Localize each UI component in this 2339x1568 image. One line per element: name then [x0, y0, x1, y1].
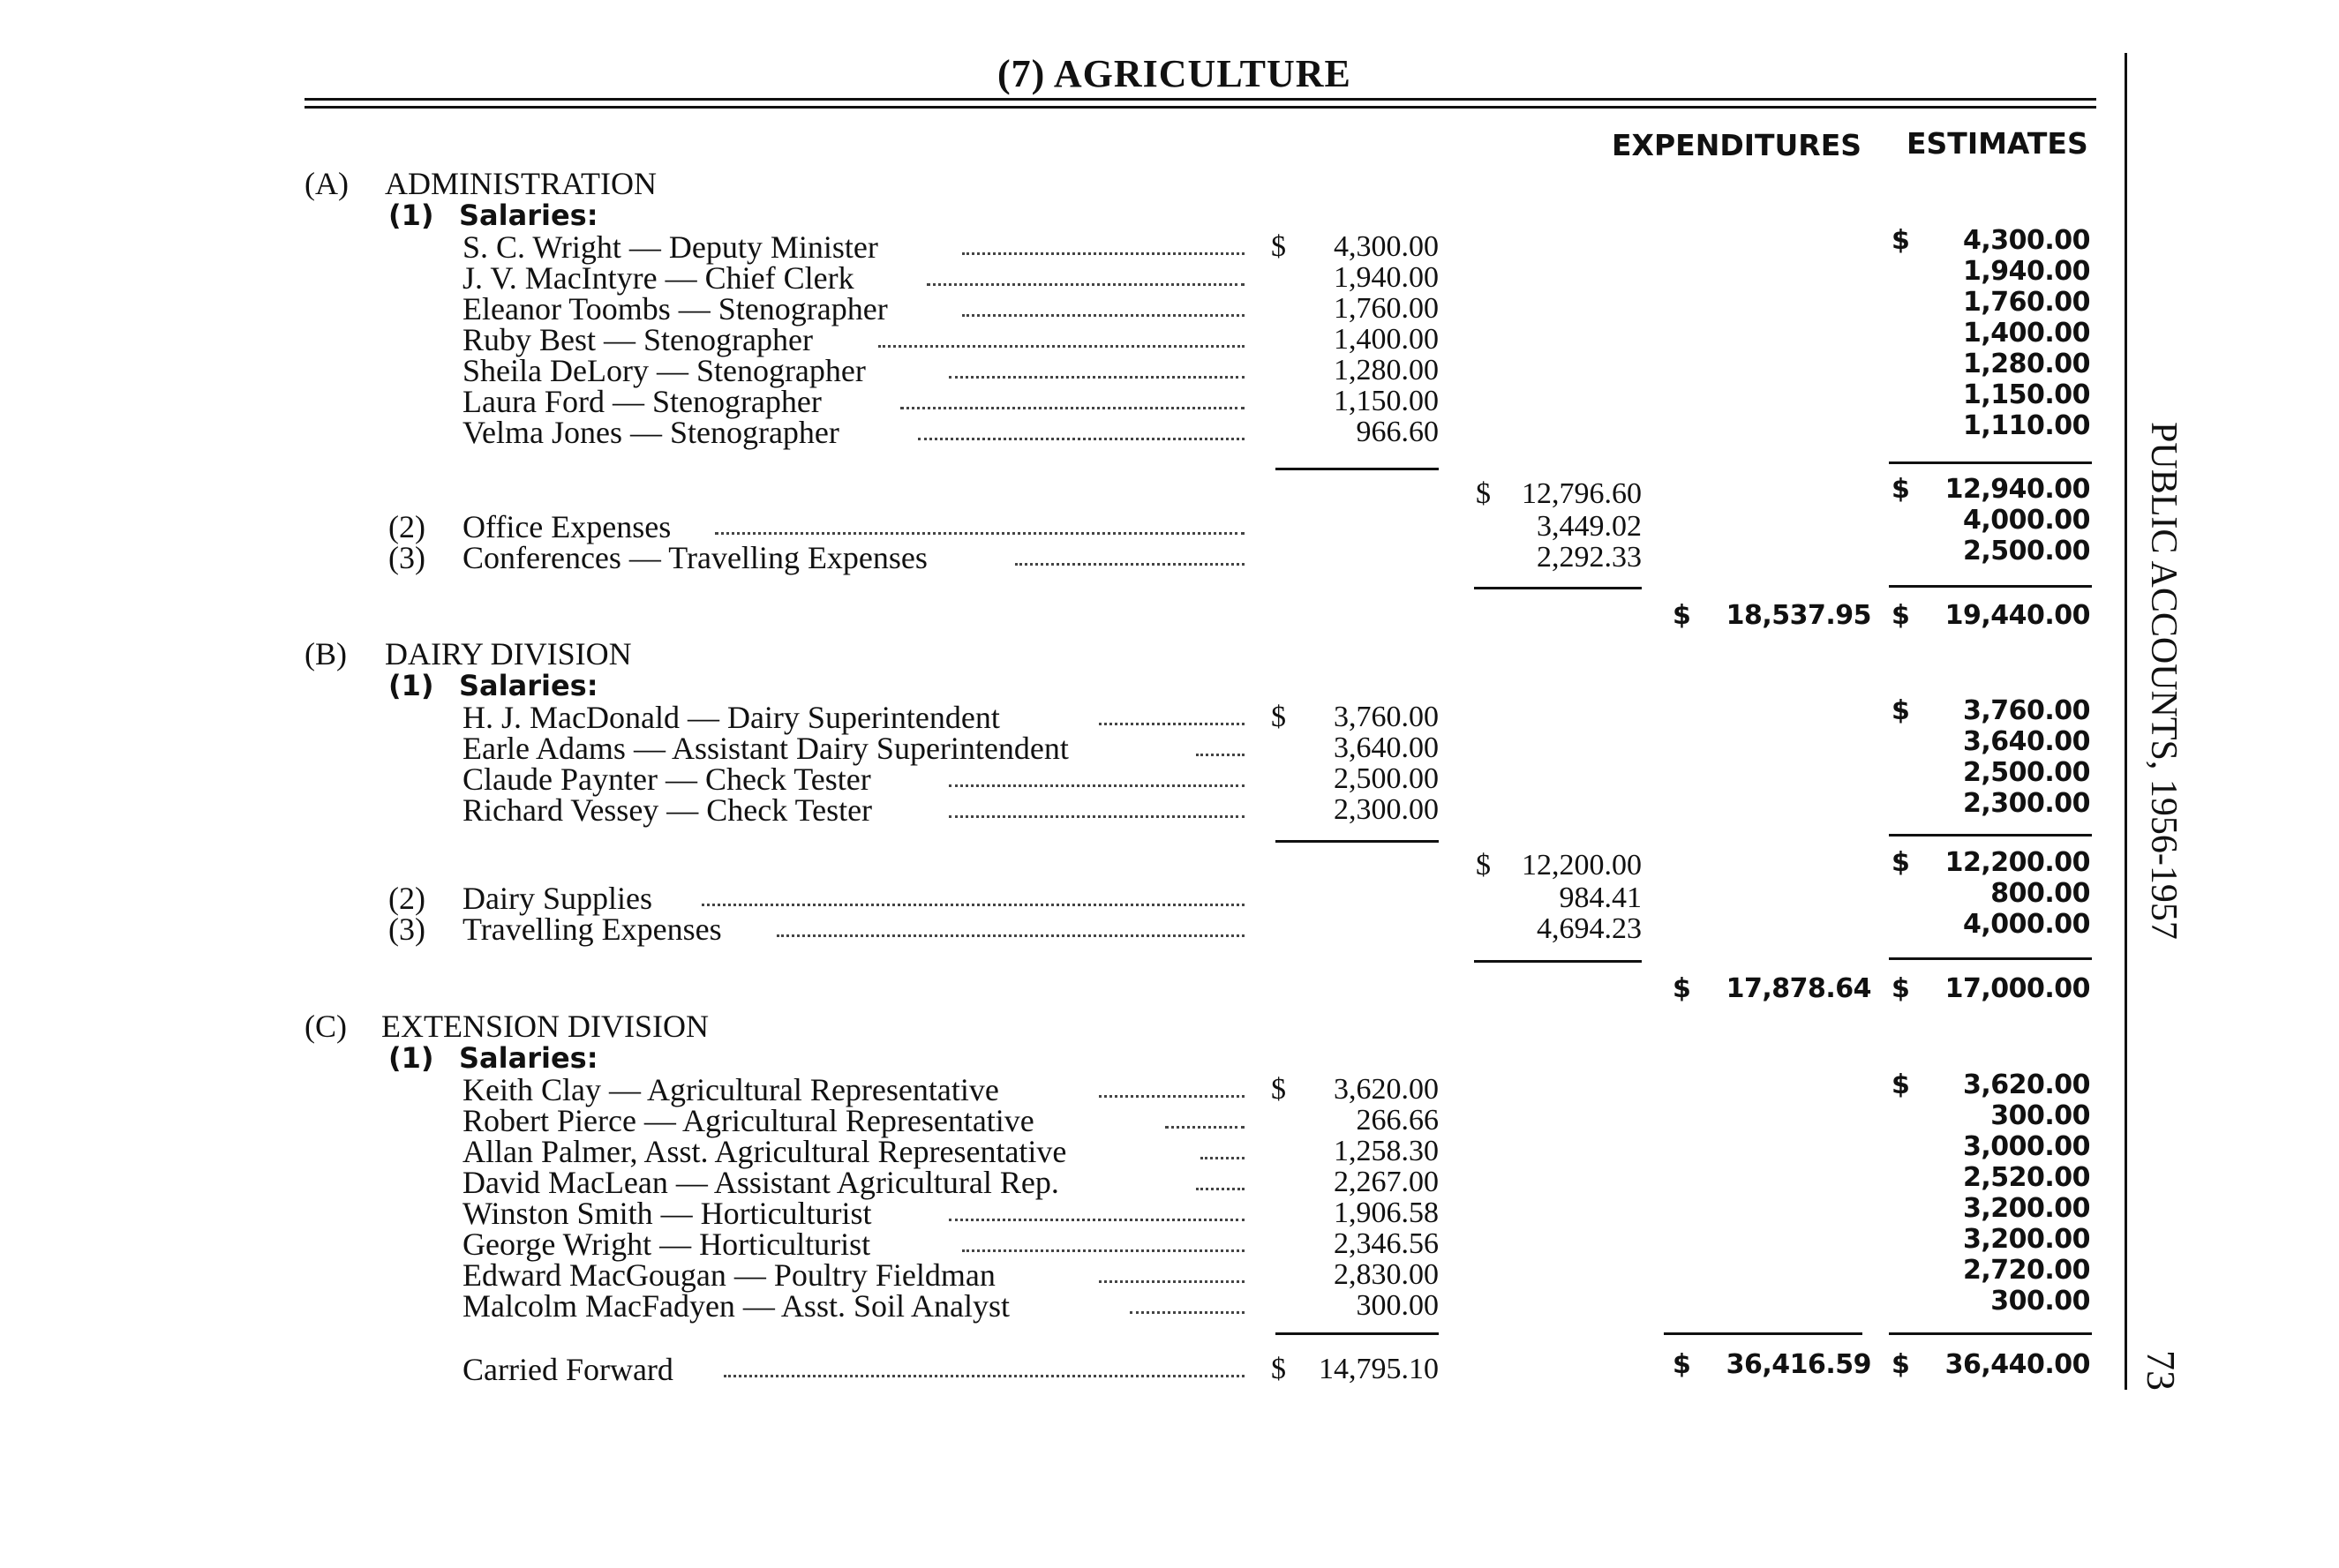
leader-dots — [949, 376, 1245, 379]
leader-dots — [949, 1219, 1245, 1221]
estimate-amount: 300.00 — [1990, 1286, 2090, 1317]
carried-forward-label: Carried Forward — [463, 1352, 673, 1387]
leader-dots — [962, 1249, 1245, 1252]
section-estimate-dollar: $ — [1892, 600, 1910, 631]
employee-name: S. C. Wright — Deputy Minister — [463, 229, 878, 265]
salary-amount: 2,346.56 — [1334, 1227, 1439, 1260]
estimate-amount: 3,640.00 — [1962, 726, 2090, 757]
section-total: 18,537.95 — [1726, 600, 1871, 631]
salaries-number: (1) — [388, 199, 434, 232]
estimate-subtotal-rule — [1889, 834, 2092, 837]
item-estimate: 2,500.00 — [1962, 536, 2090, 566]
leader-dots — [918, 438, 1245, 440]
item-name: Dairy Supplies — [463, 881, 652, 916]
salaries-estimate: 12,940.00 — [1944, 474, 2090, 505]
subtotal-rule — [1275, 468, 1439, 470]
estimate-total-rule — [1889, 585, 2092, 588]
estimate-amount: 1,400.00 — [1962, 318, 2090, 349]
estimate-amount: 1,280.00 — [1962, 349, 2090, 379]
carried-dollar-sign: $ — [1271, 1353, 1286, 1385]
item-amount: 4,694.23 — [1537, 912, 1642, 945]
item-number: (2) — [388, 509, 425, 544]
item-number: (3) — [388, 540, 425, 575]
estimate-amount: 3,000.00 — [1962, 1131, 2090, 1162]
estimate-amount: 3,200.00 — [1962, 1193, 2090, 1224]
employee-name: Malcolm MacFadyen — Asst. Soil Analyst — [463, 1288, 1010, 1324]
dollar-sign: $ — [1271, 1073, 1286, 1106]
section-total-rule — [1474, 587, 1642, 589]
employee-name: Richard Vessey — Check Tester — [463, 792, 873, 828]
employee-name: Edward MacGougan — Poultry Fieldman — [463, 1257, 996, 1293]
salaries-total-dollar: $ — [1476, 849, 1491, 882]
leader-dots — [1196, 754, 1245, 756]
carried-estimate-dollar: $ — [1892, 1349, 1910, 1380]
leader-dots — [962, 252, 1245, 255]
header-rule-top — [305, 98, 2096, 101]
employee-name: Laura Ford — Stenographer — [463, 384, 822, 419]
salary-amount: 266.66 — [1356, 1104, 1439, 1137]
employee-name: J. V. MacIntyre — Chief Clerk — [463, 260, 854, 296]
employee-name: Ruby Best — Stenographer — [463, 322, 813, 357]
section-estimate-dollar: $ — [1892, 973, 1910, 1004]
salaries-label: Salaries: — [459, 669, 598, 702]
item-estimate: 800.00 — [1990, 878, 2090, 909]
leader-dots — [1099, 723, 1245, 725]
leader-dots — [1015, 563, 1245, 566]
item-amount: 984.41 — [1559, 882, 1642, 914]
employee-name: Velma Jones — Stenographer — [463, 415, 839, 450]
estimate-total-rule — [1889, 1332, 2092, 1335]
col-header-expenditures: EXPENDITURES — [1612, 128, 1862, 162]
leader-dots — [724, 1375, 1245, 1377]
expenditure-total-rule — [1664, 1332, 1862, 1335]
salary-amount: 1,760.00 — [1334, 292, 1439, 325]
right-margin-rule — [2125, 53, 2127, 1390]
section-letter: (C) — [305, 1009, 347, 1044]
leader-dots — [878, 345, 1245, 348]
header-rule-bottom — [305, 106, 2096, 109]
leader-dots — [1165, 1126, 1245, 1129]
salary-amount: 966.60 — [1356, 416, 1439, 448]
leader-dots — [1099, 1095, 1245, 1098]
page-number: 73 — [2139, 1350, 2184, 1391]
section-heading: DAIRY DIVISION — [385, 636, 632, 671]
page-title: (7) AGRICULTURE — [997, 52, 1351, 95]
employee-name: Robert Pierce — Agricultural Representative — [463, 1103, 1034, 1138]
section-letter: (B) — [305, 636, 347, 671]
salary-amount: 1,150.00 — [1334, 385, 1439, 417]
salary-amount: 1,940.00 — [1334, 261, 1439, 294]
salary-amount: 3,760.00 — [1334, 701, 1439, 733]
item-estimate: 4,000.00 — [1962, 505, 2090, 536]
leader-dots — [715, 532, 1245, 535]
employee-name: Earle Adams — Assistant Dairy Superintendent — [463, 731, 1069, 766]
salary-amount: 1,400.00 — [1334, 323, 1439, 356]
estimate-amount: 1,940.00 — [1962, 256, 2090, 287]
salary-amount: 1,258.30 — [1334, 1135, 1439, 1167]
section-total-dollar: $ — [1673, 600, 1691, 631]
estimate-amount: 1,150.00 — [1962, 379, 2090, 410]
salaries-estimate-dollar: $ — [1892, 474, 1910, 505]
section-total-rule — [1474, 960, 1642, 963]
leader-dots — [927, 283, 1245, 286]
dollar-sign: $ — [1271, 230, 1286, 263]
leader-dots — [702, 904, 1245, 906]
employee-name: Winston Smith — Horticulturist — [463, 1196, 872, 1231]
carried-estimate: 36,440.00 — [1944, 1349, 2090, 1380]
subtotal-rule — [1275, 1332, 1439, 1335]
estimate-amount: 3,200.00 — [1962, 1224, 2090, 1255]
salary-amount: 3,640.00 — [1334, 731, 1439, 764]
col-header-estimates: ESTIMATES — [1907, 126, 2088, 161]
salaries-estimate-dollar: $ — [1892, 847, 1910, 878]
salaries-total-dollar: $ — [1476, 477, 1491, 510]
leader-dots — [1196, 1188, 1245, 1190]
section-total: 17,878.64 — [1726, 973, 1871, 1004]
side-running-title: PUBLIC ACCOUNTS, 1956-1957 — [2143, 422, 2184, 940]
estimate-amount: 4,300.00 — [1962, 225, 2090, 256]
estimate-dollar-sign: $ — [1892, 695, 1910, 726]
carried-expenditure: 36,416.59 — [1726, 1349, 1871, 1380]
carried-salaries: 14,795.10 — [1319, 1353, 1439, 1385]
employee-name: Eleanor Toombs — Stenographer — [463, 291, 888, 326]
salaries-number: (1) — [388, 1041, 434, 1075]
item-amount: 3,449.02 — [1537, 510, 1642, 543]
leader-dots — [1200, 1157, 1245, 1159]
employee-name: Keith Clay — Agricultural Representative — [463, 1072, 999, 1107]
salaries-estimate: 12,200.00 — [1944, 847, 2090, 878]
leader-dots — [900, 407, 1245, 409]
employee-name: David MacLean — Assistant Agricultural Rep. — [463, 1165, 1059, 1200]
salary-amount: 1,280.00 — [1334, 354, 1439, 386]
section-estimate: 19,440.00 — [1944, 600, 2090, 631]
employee-name: H. J. MacDonald — Dairy Superintendent — [463, 700, 1000, 735]
salary-amount: 2,500.00 — [1334, 762, 1439, 795]
dollar-sign: $ — [1271, 701, 1286, 733]
leader-dots — [1130, 1311, 1245, 1314]
salary-amount: 4,300.00 — [1334, 230, 1439, 263]
section-letter: (A) — [305, 166, 349, 201]
employee-name: Claude Paynter — Check Tester — [463, 761, 871, 797]
salaries-total: 12,200.00 — [1522, 849, 1642, 882]
item-number: (3) — [388, 912, 425, 947]
estimate-amount: 1,760.00 — [1962, 287, 2090, 318]
estimate-amount: 3,620.00 — [1962, 1069, 2090, 1100]
salary-amount: 2,300.00 — [1334, 793, 1439, 826]
estimate-amount: 1,110.00 — [1962, 410, 2090, 441]
employee-name: Allan Palmer, Asst. Agricultural Representative — [463, 1134, 1067, 1169]
carried-expenditure-dollar: $ — [1673, 1349, 1691, 1380]
item-name: Conferences — Travelling Expenses — [463, 540, 928, 575]
employee-name: Sheila DeLory — Stenographer — [463, 353, 866, 388]
salaries-number: (1) — [388, 669, 434, 702]
subtotal-rule — [1275, 840, 1439, 843]
salary-amount: 1,906.58 — [1334, 1197, 1439, 1229]
estimate-amount: 300.00 — [1990, 1100, 2090, 1131]
section-heading: ADMINISTRATION — [385, 166, 657, 201]
salary-amount: 2,830.00 — [1334, 1258, 1439, 1291]
leader-dots — [949, 815, 1245, 818]
section-estimate: 17,000.00 — [1944, 973, 2090, 1004]
section-heading: EXTENSION DIVISION — [381, 1009, 709, 1044]
salary-amount: 300.00 — [1356, 1289, 1439, 1322]
salary-amount: 2,267.00 — [1334, 1166, 1439, 1198]
leader-dots — [949, 784, 1245, 787]
estimate-subtotal-rule — [1889, 461, 2092, 464]
estimate-amount: 2,520.00 — [1962, 1162, 2090, 1193]
estimate-amount: 3,760.00 — [1962, 695, 2090, 726]
salary-amount: 3,620.00 — [1334, 1073, 1439, 1106]
estimate-dollar-sign: $ — [1892, 1069, 1910, 1100]
item-estimate: 4,000.00 — [1962, 909, 2090, 940]
item-name: Travelling Expenses — [463, 912, 722, 947]
salaries-total: 12,796.60 — [1522, 477, 1642, 510]
employee-name: George Wright — Horticulturist — [463, 1227, 871, 1262]
estimate-total-rule — [1889, 957, 2092, 960]
item-number: (2) — [388, 881, 425, 916]
estimate-dollar-sign: $ — [1892, 225, 1910, 256]
item-amount: 2,292.33 — [1537, 541, 1642, 574]
section-total-dollar: $ — [1673, 973, 1691, 1004]
salaries-label: Salaries: — [459, 199, 598, 232]
estimate-amount: 2,300.00 — [1962, 788, 2090, 819]
item-name: Office Expenses — [463, 509, 672, 544]
leader-dots — [962, 314, 1245, 317]
estimate-amount: 2,720.00 — [1962, 1255, 2090, 1286]
leader-dots — [1099, 1280, 1245, 1283]
salaries-label: Salaries: — [459, 1041, 598, 1075]
leader-dots — [777, 934, 1245, 937]
estimate-amount: 2,500.00 — [1962, 757, 2090, 788]
